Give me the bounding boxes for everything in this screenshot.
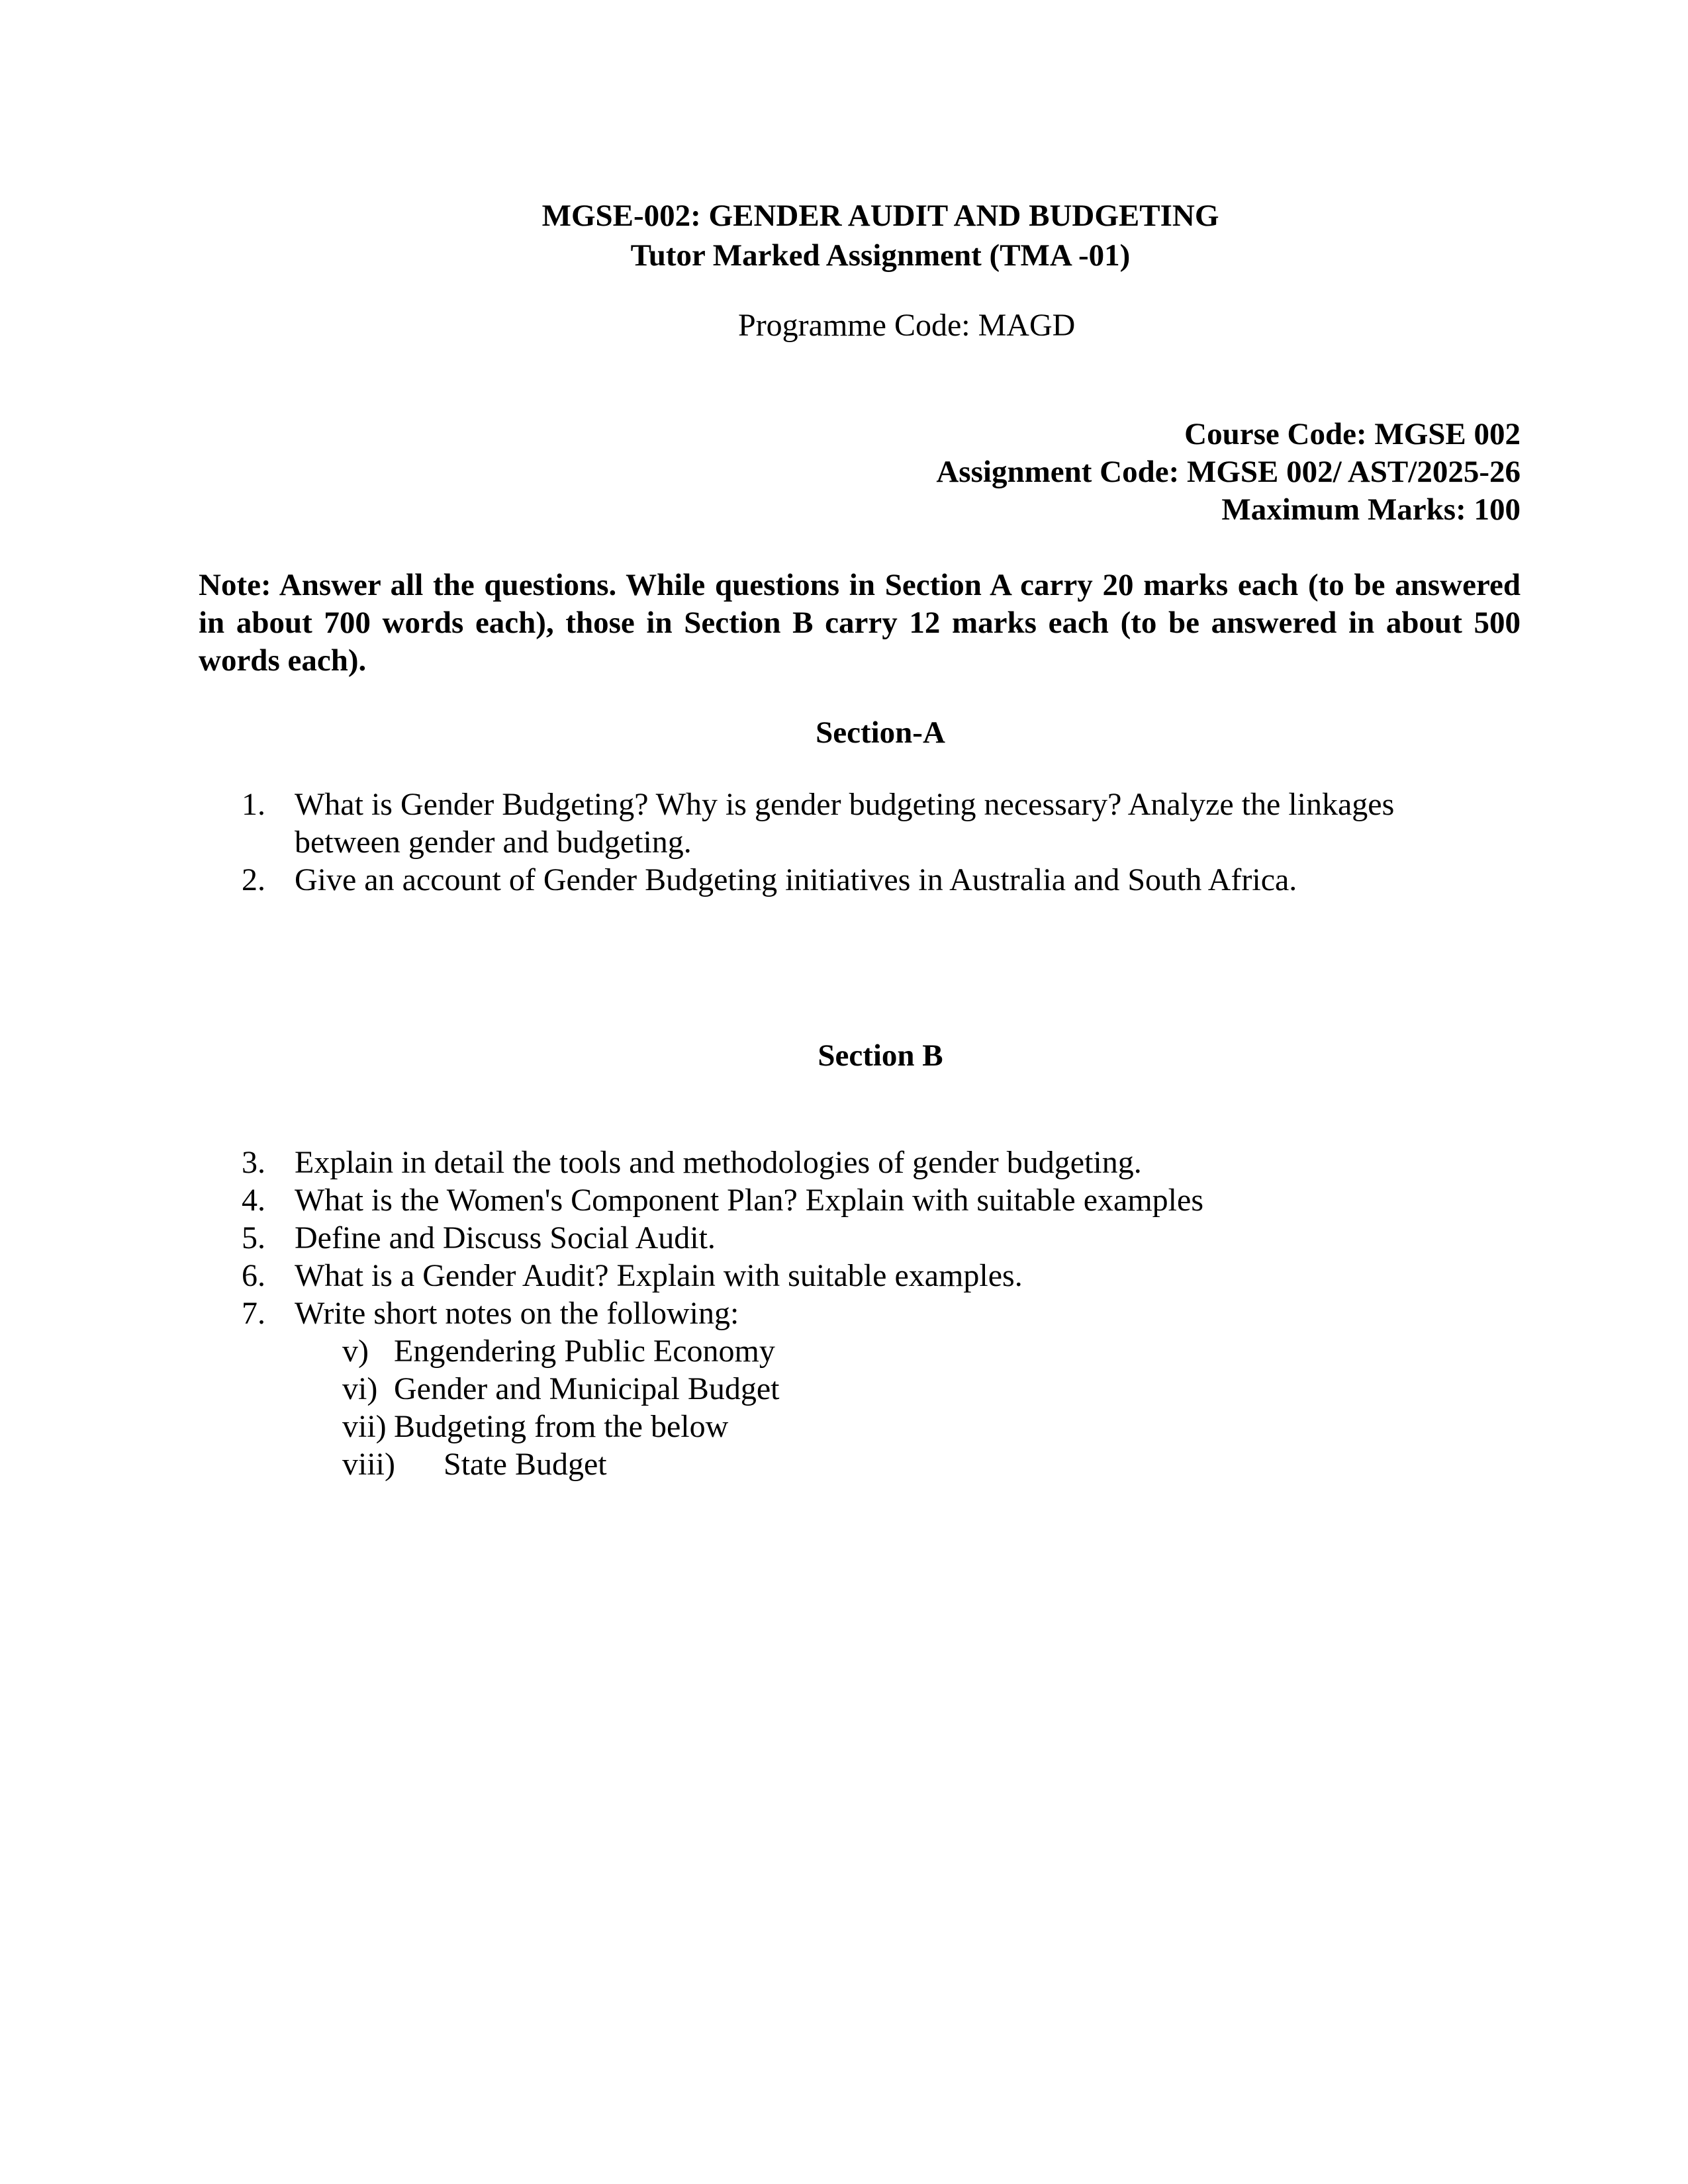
title-block xyxy=(0,196,1688,275)
list-item xyxy=(242,1219,1499,1257)
section-b-questions xyxy=(242,1144,1499,1483)
instructions-note: Note: Answer all the questions. While questions in Section A carry 20 marks each (to be answered in about 700 words each), those in Section B carry 12 marks each (to be answered in about 500 words each). xyxy=(199,568,1521,678)
section-b-heading: Section B xyxy=(818,1038,943,1073)
question-number: 5. xyxy=(242,1220,265,1255)
list-item xyxy=(242,1257,1499,1295)
codes-block xyxy=(936,416,1521,529)
sub-list-item xyxy=(295,1370,1499,1408)
page-title: MGSE-002: GENDER AUDIT AND BUDGETING xyxy=(541,199,1219,233)
question-text: Define and Discuss Social Audit. xyxy=(295,1220,716,1255)
sub-item-number: vi) xyxy=(342,1371,378,1406)
section-a-questions xyxy=(242,786,1499,899)
sub-list-item xyxy=(295,1408,1499,1445)
question-number: 7. xyxy=(242,1296,265,1331)
programme-code: Programme Code: MAGD xyxy=(738,308,1076,343)
sub-list-item xyxy=(295,1445,1499,1483)
list-item xyxy=(242,1144,1499,1181)
question-text: What is Gender Budgeting? Why is gender budgeting necessary? Analyze the linkages between gender and budgeting. xyxy=(295,787,1395,860)
question-number: 6. xyxy=(242,1258,265,1293)
course-code: Course Code: MGSE 002 xyxy=(1184,417,1521,451)
assignment-code: Assignment Code: MGSE 002/ AST/2025-26 xyxy=(936,455,1521,489)
sub-item-text: Engendering Public Economy xyxy=(394,1334,775,1369)
question-number: 1. xyxy=(242,787,265,822)
sub-item-text: Budgeting from the below xyxy=(394,1409,729,1444)
list-item xyxy=(242,786,1499,861)
sub-list-item xyxy=(295,1332,1499,1370)
sub-item-text: State Budget xyxy=(444,1447,607,1482)
page-subtitle: Tutor Marked Assignment (TMA -01) xyxy=(630,238,1131,273)
sub-item-number: vii) xyxy=(342,1409,387,1444)
sub-item-number: v) xyxy=(342,1334,369,1369)
question-text: Explain in detail the tools and methodologies of gender budgeting. xyxy=(295,1145,1142,1180)
maximum-marks: Maximum Marks: 100 xyxy=(1221,492,1521,527)
list-item xyxy=(242,861,1499,899)
list-item xyxy=(242,1181,1499,1219)
question-number: 4. xyxy=(242,1183,265,1218)
question-text: What is the Women's Component Plan? Explain with suitable examples xyxy=(295,1183,1203,1218)
section-a-heading: Section-A xyxy=(816,715,945,750)
question-text: What is a Gender Audit? Explain with suitable examples. xyxy=(295,1258,1023,1293)
question-text: Give an account of Gender Budgeting initiatives in Australia and South Africa. xyxy=(295,862,1297,897)
sub-item-number: viii) xyxy=(342,1447,395,1482)
question-number: 3. xyxy=(242,1145,265,1180)
question-number: 2. xyxy=(242,862,265,897)
question-text: Write short notes on the following: xyxy=(295,1296,739,1331)
sub-item-text: Gender and Municipal Budget xyxy=(394,1371,780,1406)
list-item xyxy=(242,1295,1499,1483)
short-notes-list xyxy=(295,1332,1499,1483)
